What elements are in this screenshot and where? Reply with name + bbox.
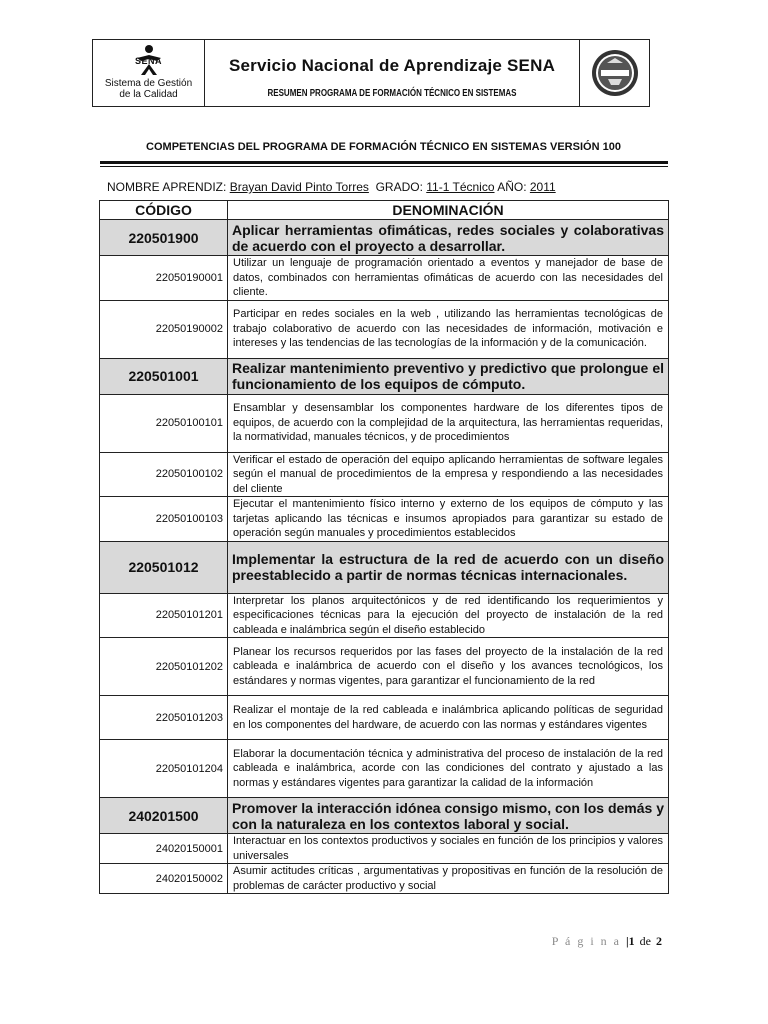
resultado-code: 24020150001 <box>100 834 228 864</box>
org-title: Servicio Nacional de Aprendizaje SENA <box>228 56 556 75</box>
competencia-text: Aplicar herramientas ofimáticas, redes sociales y colaborativas de acuerdo con el proyecto a desarrollar. <box>228 220 669 256</box>
resultado-code: 22050101201 <box>100 593 228 638</box>
nombre-value: Brayan David Pinto Torres <box>229 180 369 194</box>
document-header <box>92 39 650 107</box>
resultado-code: 22050100101 <box>100 394 228 452</box>
resultado-row <box>100 740 669 798</box>
resultado-text: Interactuar en los contextos productivos y sociales en función de los principios y valores universales <box>228 834 669 864</box>
quality-system-line2: de la Calidad <box>119 89 178 100</box>
quality-system-line1: Sistema de Gestión <box>104 78 193 89</box>
resultado-text: Interpretar los planos arquitectónicos y de red identificando los requerimientos y especificaciones técnicas para la ejecución del proyecto de instalación de la red cableada e inalámbrica según el diseño establecido <box>228 593 669 638</box>
competencia-row <box>100 541 669 593</box>
grado-label: GRADO: <box>375 180 423 194</box>
resultado-code: 22050100102 <box>100 452 228 497</box>
nombre-label: NOMBRE APRENDIZ: <box>107 180 227 194</box>
resultado-code: 22050190002 <box>100 300 228 358</box>
seal-cell <box>579 40 649 106</box>
resultado-code: 22050101204 <box>100 740 228 798</box>
resultado-row <box>100 394 669 452</box>
resultado-text: Participar en redes sociales en la web , utilizando las herramientas tecnológicas de trabajo colaborativo de acuerdo con las necesidades de información, motivación e intereses y las tendencias de las tecnologías de la información y de la comunicación. <box>228 300 669 358</box>
current-page: 1 <box>628 934 635 948</box>
page-separator: | <box>626 934 629 948</box>
resultado-text: Elaborar la documentación técnica y administrativa del proceso de instalación de la red cableada e inalámbrica, acorde con las condiciones del contrato y ajustado a las normas y estándares vigentes para garantizar la calidad de la información <box>228 740 669 798</box>
resultado-code: 22050190001 <box>100 256 228 301</box>
divider-thick <box>100 161 668 164</box>
resultado-code: 22050101203 <box>100 696 228 740</box>
quality-system-label <box>93 78 204 100</box>
resultado-row <box>100 593 669 638</box>
resultado-text: Utilizar un lenguaje de programación orientado a eventos y manejador de base de datos, combinados con herramientas ofimáticas de acuerdo con las necesidades del cliente. <box>228 256 669 301</box>
competencia-row <box>100 798 669 834</box>
resultado-row <box>100 256 669 301</box>
competencia-code: 220501900 <box>100 220 228 256</box>
resultado-row <box>100 696 669 740</box>
competencias-table <box>99 200 669 894</box>
pagina-label: P á g i n a <box>551 934 622 948</box>
competencias-title: COMPETENCIAS DEL PROGRAMA DE FORMACIÓN TÉCNICO EN SISTEMAS VERSIÓN 100 <box>146 141 621 153</box>
resultado-row <box>100 300 669 358</box>
competencia-text: Promover la interacción idónea consigo mismo, con los demás y con la naturaleza en los contextos laboral y social. <box>228 798 669 834</box>
competencia-code: 220501012 <box>100 541 228 593</box>
resultado-row <box>100 638 669 696</box>
institution-seal-icon <box>591 49 639 97</box>
resultado-text: Planear los recursos requeridos por las fases del proyecto de la instalación de la red cableada e inalámbrica de acuerdo con el diseño y los avances tecnológicos, los estándares y normas vigentes, para garantizar el funcionamiento de la red <box>228 638 669 696</box>
title-cell <box>205 40 579 106</box>
competencia-row <box>100 358 669 394</box>
grado-value: 11-1 Técnico <box>426 180 495 194</box>
divider-thin <box>100 166 668 167</box>
sena-logo-brand: SENA <box>134 56 162 66</box>
resultado-text: Ejecutar el mantenimiento físico interno y externo de los equipos de cómputo y las tarjetas aplicando las técnicas e insumos apropiados para garantizar su estado de operación según manuales y procedimientos establecidos <box>228 497 669 542</box>
resultado-row <box>100 452 669 497</box>
resultado-code: 22050101202 <box>100 638 228 696</box>
total-pages: 2 <box>656 934 662 948</box>
program-subtitle: RESUMEN PROGRAMA DE FORMACIÓN TÉCNICO EN SISTEMAS <box>267 88 517 99</box>
table-header-row <box>100 201 669 220</box>
resultado-row <box>100 864 669 894</box>
resultado-text: Verificar el estado de operación del equipo aplicando herramientas de software legales según el manual de procedimientos de la empresa y respondiendo a las necesidades del cliente <box>228 452 669 497</box>
resultado-row <box>100 497 669 542</box>
resultado-row <box>100 834 669 864</box>
anio-label: AÑO: <box>497 180 527 194</box>
page-indicator <box>552 934 662 949</box>
competencia-code: 240201500 <box>100 798 228 834</box>
competencia-text: Implementar la estructura de la red de acuerdo con un diseño preestablecido a partir de normas técnicas internacionales. <box>228 541 669 593</box>
resultado-code: 22050100103 <box>100 497 228 542</box>
de-label: de <box>639 934 651 948</box>
competencia-row <box>100 220 669 256</box>
competencia-code: 220501001 <box>100 358 228 394</box>
resultado-code: 24020150002 <box>100 864 228 894</box>
logo-cell <box>93 40 205 106</box>
header-denominacion: DENOMINACIÓN <box>228 201 669 220</box>
header-codigo: CÓDIGO <box>100 201 228 220</box>
resultado-text: Asumir actitudes críticas , argumentativas y propositivas en función de la resolución de problemas de carácter productivo y social <box>228 864 669 894</box>
resultado-text: Ensamblar y desensamblar los componentes hardware de los diferentes tipos de equipos, de acuerdo con la complejidad de la arquitectura, las herramientas requeridas, la normatividad, manuales técnicos, y de procedimientos <box>228 394 669 452</box>
apprentice-info <box>107 180 556 194</box>
competencia-text: Realizar mantenimiento preventivo y predictivo que prolongue el funcionamiento de los equipos de cómputo. <box>228 358 669 394</box>
anio-value: 2011 <box>529 180 556 194</box>
resultado-text: Realizar el montaje de la red cableada e inalámbrica aplicando políticas de seguridad en los componentes del hardware, de acuerdo con las normas y estándares vigentes <box>228 696 669 740</box>
